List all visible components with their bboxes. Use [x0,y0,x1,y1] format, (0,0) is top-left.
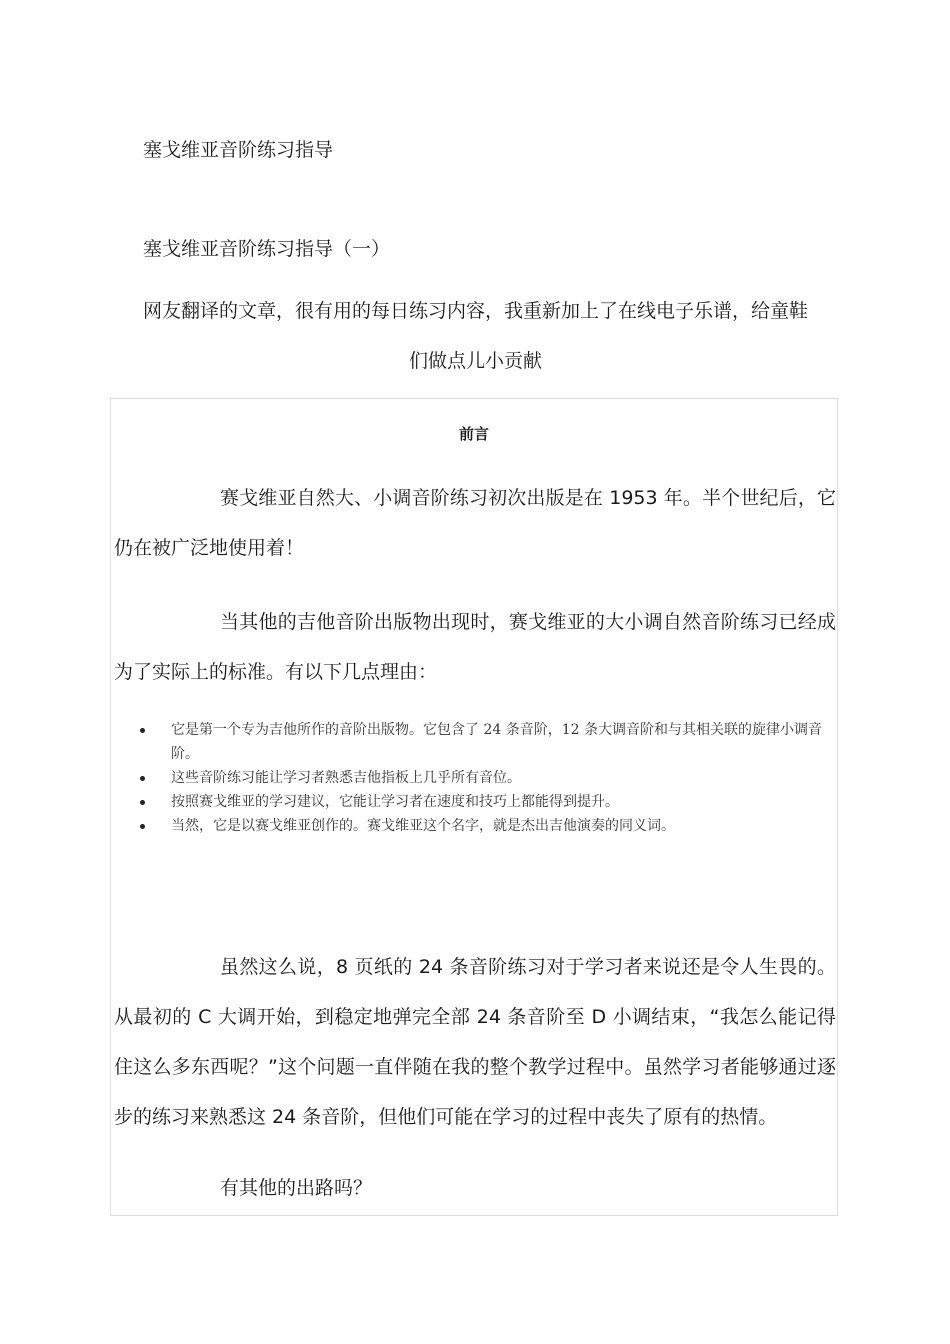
intro-line-2: 们做点儿小贡献 [408,350,542,372]
bullet-icon [140,824,145,829]
intro-text [143,286,807,386]
bullet-icon [140,728,145,733]
intro-line-1: 网友翻译的文章，很有用的每日练习内容，我重新加上了在线电子乐谱，给童鞋 [143,300,809,322]
preface-paragraph-1: 赛戈维亚自然大、小调音阶练习初次出版是在 1953 年。半个世纪后，它仍在被广泛地使用着！ [114,487,836,559]
bullet-icon [140,800,145,805]
list-item-text: 当然，它是以赛戈维亚创作的。赛戈维亚这个名字，就是杰出吉他演奏的同义词。 [171,818,675,834]
bullet-icon [140,776,145,781]
list-item [138,718,838,766]
preface-heading: 前言 [458,425,489,443]
list-item-text: 它是第一个专为吉他所作的音阶出版物。它包含了 24 条音阶，12 条大调音阶和与其相关联的旋律小调音阶。 [171,722,822,762]
preface-paragraph-2: 当其他的吉他音阶出版物出现时，赛戈维亚的大小调自然音阶练习已经成为了实际上的标准。有以下几点理由： [114,611,836,683]
reasons-list [138,718,838,838]
list-item-text: 按照赛戈维亚的学习建议，它能让学习者在速度和技巧上都能得到提升。 [171,794,619,810]
section-title: 塞戈维亚音阶练习指导（一） [143,238,391,260]
preface-paragraph-4: 有其他的出路吗？ [220,1177,373,1199]
list-item [138,814,838,838]
list-item [138,766,838,790]
list-item [138,790,838,814]
preface-paragraph-3: 虽然这么说，8 页纸的 24 条音阶练习对于学习者来说还是令人生畏的。从最初的 C 大调开始，到稳定地弹完全部 24 条音阶至 D 小调结束，“我怎么能记得住这么多东西呢？”这个问题一直伴随在我的整个教学过程中。虽然学习者能够通过逐步的练习来熟悉这 24 条音阶，但他们可能在学习的过程中丧失了原有的热情。 [114,956,836,1128]
document-title: 塞戈维亚音阶练习指导 [143,139,334,161]
list-item-text: 这些音阶练习能让学习者熟悉吉他指板上几乎所有音位。 [171,770,521,786]
